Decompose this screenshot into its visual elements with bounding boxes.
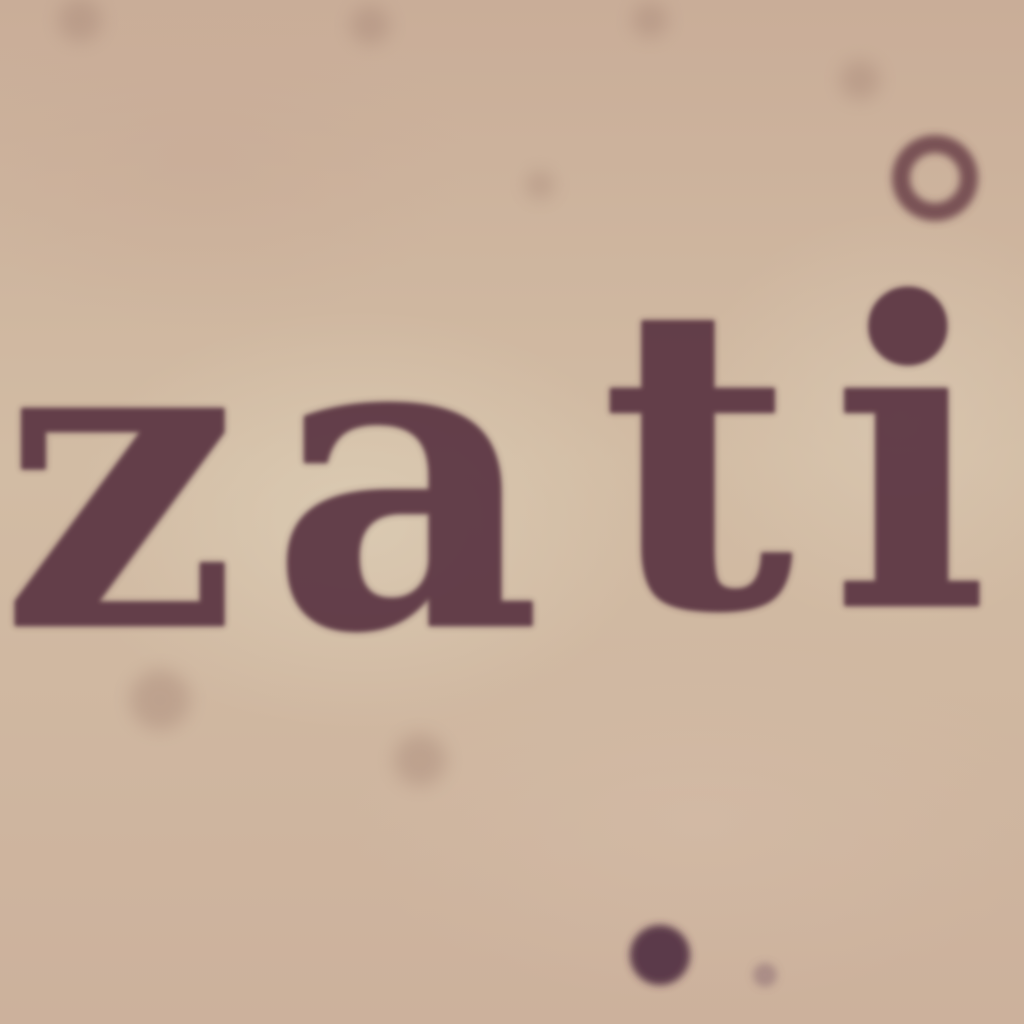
letter-z: z [0, 233, 239, 726]
letter-a: a [270, 233, 543, 726]
letter-i: i [830, 213, 990, 706]
letter-t: t [600, 213, 795, 706]
